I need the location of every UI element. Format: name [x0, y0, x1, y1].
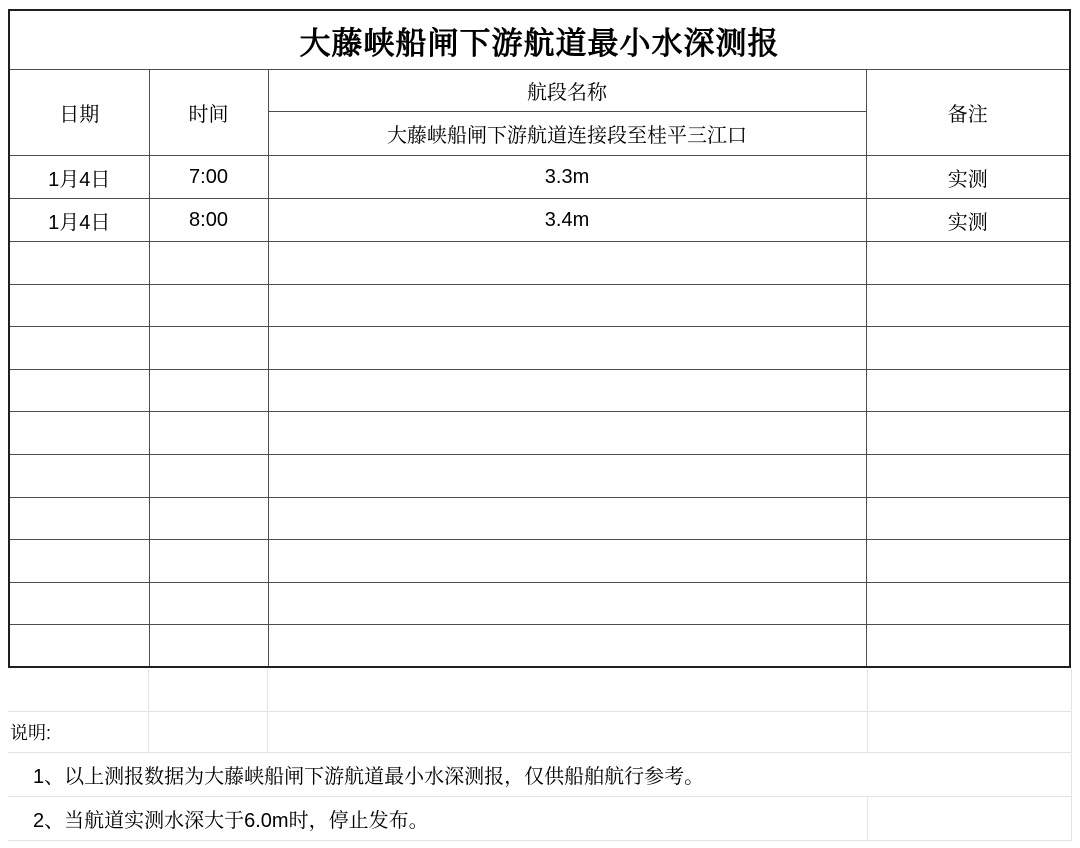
empty-cell	[9, 369, 149, 412]
depth-cell: 3.4m	[268, 199, 866, 242]
empty-cell	[149, 242, 268, 285]
empty-cell	[149, 454, 268, 497]
empty-cell	[866, 412, 1070, 455]
empty-cell	[268, 327, 866, 370]
empty-cell	[268, 540, 866, 583]
table-row	[9, 242, 1070, 285]
title-row	[9, 10, 1070, 70]
empty-cell	[148, 669, 267, 711]
empty-cell	[866, 242, 1070, 285]
col-header-remark: 备注	[866, 70, 1070, 156]
table-row	[9, 625, 1070, 668]
table-row	[9, 412, 1070, 455]
empty-cell	[867, 796, 1072, 840]
empty-cell	[9, 582, 149, 625]
empty-cell	[268, 625, 866, 668]
date-cell: 1月4日	[9, 156, 149, 199]
table-row	[9, 156, 1070, 199]
table-row	[9, 199, 1070, 242]
note-item-1: 1、以上测报数据为大藤峡船闸下游航道最小水深测报，仅供船舶航行参考。	[8, 752, 1072, 796]
empty-cell	[867, 711, 1072, 752]
table-row	[9, 454, 1070, 497]
empty-cell	[268, 454, 866, 497]
empty-cell	[866, 582, 1070, 625]
remark-cell: 实测	[866, 156, 1070, 199]
empty-cell	[149, 369, 268, 412]
empty-cell	[268, 412, 866, 455]
col-header-time: 时间	[149, 70, 268, 156]
header-row	[9, 70, 1070, 112]
empty-cell	[9, 242, 149, 285]
empty-cell	[149, 625, 268, 668]
notes-area	[8, 669, 1072, 841]
spacer-row	[8, 669, 1072, 711]
page-title: 大藤峡船闸下游航道最小水深测报	[9, 10, 1070, 70]
empty-cell	[149, 284, 268, 327]
empty-cell	[9, 327, 149, 370]
table-row	[9, 284, 1070, 327]
empty-cell	[9, 540, 149, 583]
note-item-row	[8, 752, 1072, 796]
empty-cell	[866, 497, 1070, 540]
table-row	[9, 540, 1070, 583]
segment-subheader: 大藤峡船闸下游航道连接段至桂平三江口	[268, 112, 866, 156]
empty-cell	[867, 669, 1072, 711]
time-cell: 8:00	[149, 199, 268, 242]
empty-cell	[866, 327, 1070, 370]
empty-cell	[866, 625, 1070, 668]
empty-cell	[268, 582, 866, 625]
empty-cell	[9, 412, 149, 455]
empty-cell	[268, 669, 867, 711]
col-header-segment: 航段名称	[268, 70, 866, 112]
table-row	[9, 369, 1070, 412]
col-header-date: 日期	[9, 70, 149, 156]
empty-cell	[8, 669, 148, 711]
table-row	[9, 497, 1070, 540]
empty-cell	[9, 284, 149, 327]
date-cell: 1月4日	[9, 199, 149, 242]
empty-cell	[149, 327, 268, 370]
empty-cell	[149, 582, 268, 625]
empty-cell	[866, 284, 1070, 327]
empty-cell	[268, 711, 867, 752]
empty-cell	[866, 369, 1070, 412]
empty-cell	[268, 242, 866, 285]
notes-label: 说明:	[8, 711, 148, 752]
empty-cell	[9, 454, 149, 497]
empty-cell	[866, 454, 1070, 497]
empty-cell	[268, 284, 866, 327]
empty-cell	[149, 540, 268, 583]
empty-cell	[268, 369, 866, 412]
note-item-row	[8, 796, 1072, 840]
table-row	[9, 582, 1070, 625]
empty-cell	[149, 497, 268, 540]
note-item-2: 2、当航道实测水深大于6.0m时，停止发布。	[8, 796, 867, 840]
empty-rows-area	[9, 242, 1070, 668]
depth-cell: 3.3m	[268, 156, 866, 199]
table-row	[9, 327, 1070, 370]
time-cell: 7:00	[149, 156, 268, 199]
empty-cell	[148, 711, 267, 752]
empty-cell	[9, 625, 149, 668]
empty-cell	[268, 497, 866, 540]
depth-report-table	[8, 9, 1071, 668]
remark-cell: 实测	[866, 199, 1070, 242]
empty-cell	[9, 497, 149, 540]
empty-cell	[866, 540, 1070, 583]
notes-label-row	[8, 711, 1072, 752]
empty-cell	[149, 412, 268, 455]
